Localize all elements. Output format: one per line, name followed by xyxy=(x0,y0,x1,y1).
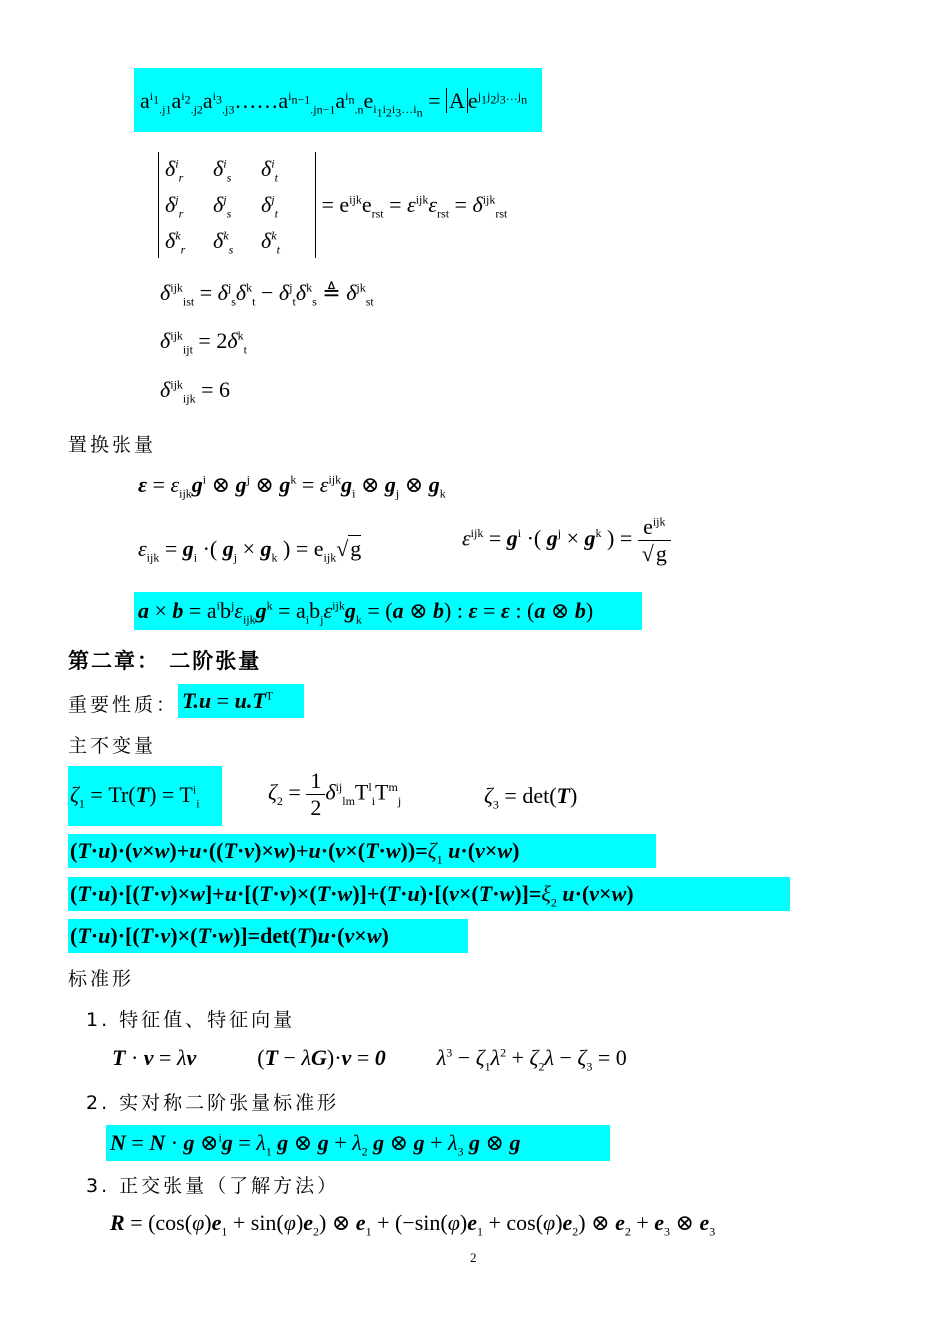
formula-zeta2: $\zeta_2$ = $\frac{1}{2}$ $\delta^{ij}_{lm}T^l_iT^m_j$ xyxy=(268,768,402,820)
det-delta-rhs: = $e^{ijk}e_{rst} = \varepsilon^{ijk}\varepsilon_{rst} = \delta^{ijk}_{rst}$ xyxy=(321,192,508,221)
formula-delta-3: $\delta^{ijk}_{ijk} = 6$ xyxy=(160,377,230,406)
formula-delta-1: $\delta^{ijk}_{ist} = \delta^j_s\delta^k_t - \delta^j_t\delta^k_s$ ≜ $\delta^{jk}_{st}$ xyxy=(160,280,374,309)
formula-inv1: $(T\cdot u)\cdot(v\times w)+u\cdot((T\cdot v)\times w)+u\cdot(v\times(T\cdot w))=\zeta_1$ u·(v×w) xyxy=(68,834,656,868)
item-2: 2. 实对称二阶张量标准形 xyxy=(86,1092,340,1114)
heading-invariants: 主不变量 xyxy=(68,735,157,757)
formula-eig: T · v = λv (T − λG)·v = 0 $\lambda^3 - \zeta_1\lambda^2 + \zeta_2\lambda - \zeta_3 = 0$ xyxy=(112,1045,627,1074)
formula-eps-tensor: $\varepsilon = \varepsilon_{ijk}g^i$ ⊗ $g^j$ ⊗ $g^k = \varepsilon^{ijk}g_i$ ⊗ $g_j$ ⊗ $g_k$ xyxy=(138,472,446,501)
formula-delta-2: $\delta^{ijk}_{ijt} = 2\delta^k_t$ xyxy=(160,328,247,357)
formula-zeta3: $\zeta_3 = \det(T)$ xyxy=(484,783,578,812)
formula-inv3: (T·u)·[(T·v)×(T·w)]=det(T)u·(v×w) xyxy=(68,919,468,953)
formula-det-delta: $\delta^i_r$ $\delta^i_s$ $\delta^i_t$ $\delta^j_r$ $\delta^j_s$ $\delta^j_t$ $\delta^k_r$ $\delta^k_s$ $\delta^k_t$ = $e^{ijk}e_{rst} = \varepsilon^{ijk}\varepsilon_{rst} = \delta^{ijk}_{rst}$ xyxy=(158,152,507,258)
heading-perm-tensor: 置换张量 xyxy=(68,434,157,456)
formula-canon: N = N · g ⊗$^i$g = $\lambda_1$ g ⊗ $g + \lambda_2$ g ⊗ $g + \lambda_3$ g ⊗ g xyxy=(106,1125,610,1161)
formula-cross: $a \times b = a^ib^j\varepsilon_{ijk}g^k = a_ib_j\varepsilon^{ijk}g_k = (a$ ⊗ b) : ε = ε : (a ⊗ b) xyxy=(134,592,642,630)
page-number: 2 xyxy=(470,1250,477,1265)
item-3: 3. 正交张量（了解方法） xyxy=(86,1175,340,1197)
formula-eps-upper: $\varepsilon^{ijk} = g^i$ ·( $g^j \times g^k$ ) = $\frac{e^{ijk}}{√g}$ xyxy=(462,514,671,567)
item-1: 1. 特征值、特征向量 xyxy=(86,1009,296,1031)
formula-property: $T.u = u.T^T$ xyxy=(178,684,304,718)
formula-orth: $R = (\cos(\varphi)e_1 + \sin(\varphi)e_2)$ ⊗ $e_1 + (-\sin(\varphi)e_1 + \cos(\varphi)e_2)$ ⊗ $e_2 + e_3$ ⊗ $e_3$ xyxy=(110,1210,716,1239)
heading-canonical: 标准形 xyxy=(68,968,135,990)
formula-zeta1: $\zeta_1 = Tr(T) = T^i_i$ xyxy=(68,766,222,826)
property-label: 重要性质： xyxy=(68,694,179,716)
formula-inv2: $(T\cdot u)\cdot[(T\cdot v)\times w]+u\cdot[(T\cdot v)\times(T\cdot w)]+(T\cdot u)\cdot[(v\times(T\cdot w)]=\xi_2$ u·(v×w) xyxy=(68,877,790,911)
chapter-title: 第二章： 二阶张量 xyxy=(68,649,262,673)
formula-eps-lower: $\varepsilon_{ijk} = g_i$ ·( $g_j \times g_k$ ) = $e_{ijk}√g$ xyxy=(138,536,362,565)
formula-perm-product: $a^{i_1}_{.j1}a^{i_2}_{.j2}a^{i_3}_{.j3}\dots\dots a^{i_{n-1}}_{.jn-1}a^{i_n}_{.n}e_{i_1i_2i_3\dots i_n} = A$ $e^{j_1j_2j_3\dots j_n}$ xyxy=(134,68,542,132)
